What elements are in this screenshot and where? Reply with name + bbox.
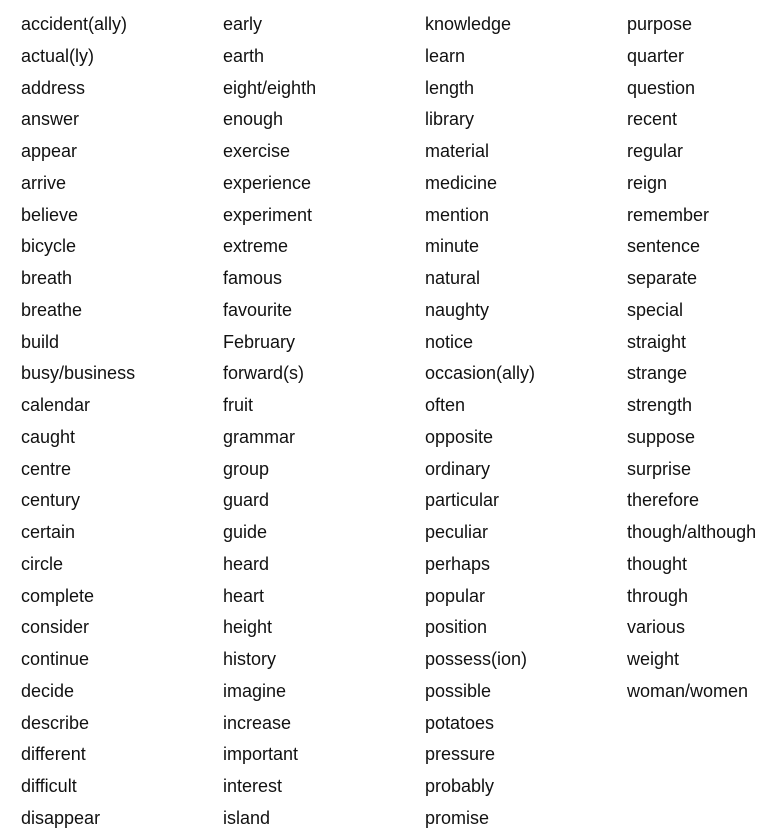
word-item: complete (21, 585, 95, 606)
word-column-4 (627, 9, 756, 708)
word-item: experiment (223, 204, 313, 225)
word-column-1 (21, 9, 135, 835)
word-item: February (223, 331, 296, 352)
word-item: particular (425, 490, 500, 511)
word-item: important (223, 744, 299, 765)
word-item: straight (627, 331, 687, 352)
word-item: interest (223, 776, 283, 796)
word-item: certain (21, 522, 76, 542)
word-item: fruit (223, 395, 254, 415)
word-item: calendar (21, 395, 91, 415)
word-item: favourite (223, 299, 293, 320)
word-item: continue (21, 649, 90, 669)
word-item: promise (425, 807, 490, 828)
word-column-3 (425, 9, 535, 835)
word-item: decide (21, 680, 75, 701)
word-item: material (425, 141, 490, 161)
word-item: difficult (21, 776, 77, 796)
word-item: thought (627, 553, 688, 574)
word-item: enough (223, 109, 284, 130)
word-item: perhaps (425, 553, 491, 574)
word-item: woman/women (627, 680, 749, 701)
word-item: breath (21, 268, 73, 288)
word-item: early (223, 14, 263, 34)
word-item: peculiar (425, 522, 489, 542)
word-item: earth (223, 45, 265, 66)
word-item: learn (425, 45, 466, 66)
word-item: disappear (21, 807, 101, 828)
word-item: possible (425, 680, 492, 701)
word-item: pressure (425, 744, 496, 765)
word-item: forward(s) (223, 363, 305, 384)
word-item: experience (223, 172, 312, 193)
word-item: medicine (425, 172, 498, 193)
word-item: strange (627, 363, 688, 384)
word-item: knowledge (425, 14, 512, 34)
word-item: group (223, 458, 270, 479)
word-item: increase (223, 712, 292, 733)
word-item: heart (223, 585, 265, 606)
word-item: separate (627, 268, 698, 288)
word-item: consider (21, 617, 90, 638)
word-item: busy/business (21, 363, 136, 384)
word-item: different (21, 744, 86, 765)
word-item: extreme (223, 236, 289, 257)
word-item: island (223, 807, 271, 828)
word-item: purpose (627, 14, 693, 34)
word-item: build (21, 331, 60, 352)
word-item: notice (425, 331, 474, 352)
word-item: eight/eighth (223, 77, 317, 98)
word-item: accident(ally) (21, 14, 128, 34)
word-item: describe (21, 712, 90, 733)
word-item: recent (627, 109, 678, 130)
word-item: library (425, 109, 475, 130)
word-item: breathe (21, 299, 83, 320)
word-item: probably (425, 776, 495, 796)
word-item: century (21, 490, 81, 511)
word-item: surprise (627, 458, 692, 479)
word-item: exercise (223, 141, 291, 161)
word-item: through (627, 585, 689, 606)
word-item: sentence (627, 236, 701, 257)
word-item: guard (223, 490, 270, 511)
word-item: grammar (223, 426, 296, 447)
word-item: though/although (627, 522, 757, 542)
word-item: minute (425, 236, 480, 257)
word-item: possess(ion) (425, 649, 528, 669)
word-item: answer (21, 109, 80, 130)
word-item: various (627, 617, 686, 638)
word-item: believe (21, 204, 79, 225)
word-item: quarter (627, 45, 685, 66)
word-item: opposite (425, 426, 494, 447)
word-item: suppose (627, 426, 696, 447)
word-item: appear (21, 141, 78, 161)
word-item: question (627, 77, 696, 98)
word-item: centre (21, 458, 72, 479)
word-item: occasion(ally) (425, 363, 536, 384)
word-item: strength (627, 395, 693, 415)
word-item: circle (21, 553, 64, 574)
word-item: caught (21, 426, 76, 447)
word-item: therefore (627, 490, 700, 511)
word-item: ordinary (425, 458, 491, 479)
word-item: natural (425, 268, 481, 288)
word-item: history (223, 649, 277, 669)
word-item: arrive (21, 172, 67, 193)
word-item: heard (223, 553, 270, 574)
word-item: regular (627, 141, 684, 161)
word-item: height (223, 617, 273, 638)
word-item: bicycle (21, 236, 77, 257)
word-item: address (21, 77, 86, 98)
word-item: actual(ly) (21, 45, 95, 66)
word-item: weight (627, 649, 680, 669)
word-column-2 (223, 9, 316, 835)
word-item: famous (223, 268, 283, 288)
word-item: imagine (223, 680, 287, 701)
word-item: popular (425, 585, 486, 606)
word-item: naughty (425, 299, 490, 320)
word-item: special (627, 299, 684, 320)
word-item: guide (223, 522, 268, 542)
word-item: often (425, 395, 466, 415)
word-item: length (425, 77, 475, 98)
word-item: remember (627, 204, 710, 225)
word-item: position (425, 617, 488, 638)
word-item: reign (627, 172, 668, 193)
word-item: potatoes (425, 712, 495, 733)
word-item: mention (425, 204, 490, 225)
